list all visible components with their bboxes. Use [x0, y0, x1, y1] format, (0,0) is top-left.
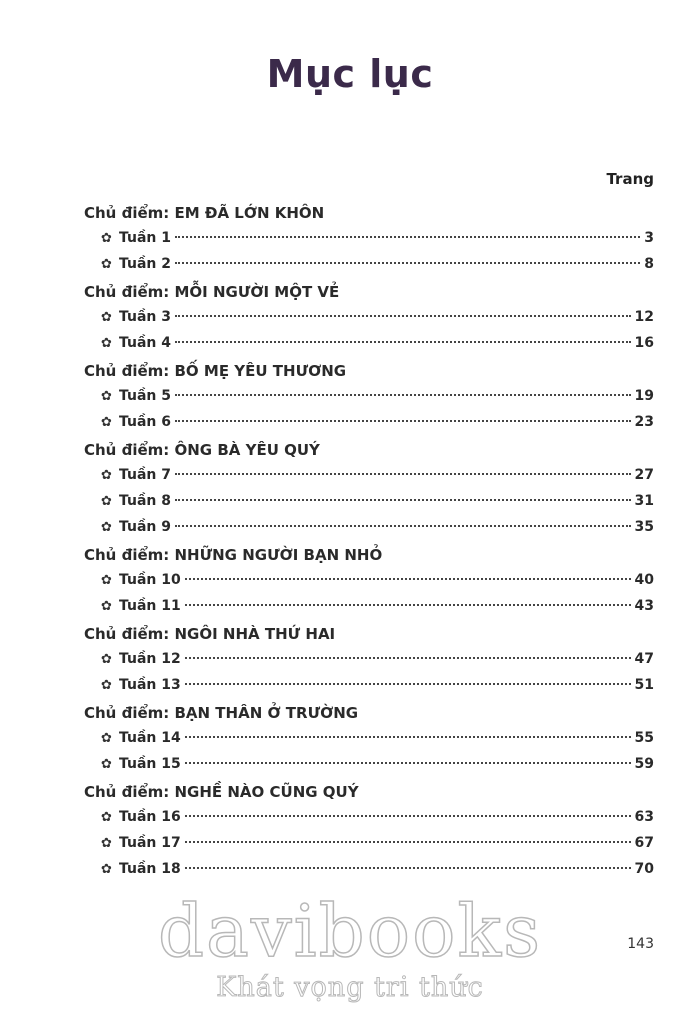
toc-entry-label: Tuần 7 [119, 467, 172, 483]
page-number: 143 [627, 936, 654, 952]
section-heading: Chủ điểm: NGHỀ NÀO CŨNG QUÝ [84, 783, 359, 801]
toc-entry-label: Tuần 4 [119, 335, 172, 351]
toc-entry[interactable] [84, 593, 654, 619]
flower-star-icon: ✿ [101, 231, 112, 246]
dot-leader [175, 473, 631, 475]
flower-star-icon: ✿ [101, 836, 112, 851]
flower-star-icon: ✿ [101, 389, 112, 404]
toc-entry-label: Tuần 8 [119, 493, 172, 509]
section-heading: Chủ điểm: EM ĐÃ LỚN KHÔN [84, 204, 325, 222]
flower-star-icon: ✿ [101, 520, 112, 535]
section-heading: Chủ điểm: MỖI NGƯỜI MỘT VẺ [84, 283, 340, 301]
section-heading: Chủ điểm: ÔNG BÀ YÊU QUÝ [84, 441, 320, 459]
toc-entry[interactable] [84, 462, 654, 488]
toc-entry-page: 31 [634, 493, 654, 509]
dot-leader [175, 341, 631, 343]
toc-entry-page: 23 [634, 414, 654, 430]
toc-entry[interactable] [84, 330, 654, 356]
toc-entry-label: Tuần 12 [119, 651, 181, 667]
dot-leader [185, 578, 631, 580]
toc-entry-label: Tuần 15 [119, 756, 181, 772]
toc-entry-page: 19 [634, 388, 654, 404]
dot-leader [185, 683, 631, 685]
toc-entry-page: 3 [644, 230, 654, 246]
toc-entry[interactable] [84, 304, 654, 330]
toc-entry-page: 40 [634, 572, 654, 588]
flower-star-icon: ✿ [101, 310, 112, 325]
watermark-slogan: Khát vọng tri thức [216, 972, 484, 1003]
toc-entry[interactable] [84, 225, 654, 251]
section-heading: Chủ điểm: BỐ MẸ YÊU THƯƠNG [84, 362, 347, 380]
dot-leader [175, 420, 631, 422]
toc-entry[interactable] [84, 830, 654, 856]
toc-entry-page: 12 [634, 309, 654, 325]
toc-entry-label: Tuần 6 [119, 414, 172, 430]
flower-star-icon: ✿ [101, 810, 112, 825]
flower-star-icon: ✿ [101, 573, 112, 588]
section-heading: Chủ điểm: BẠN THÂN Ở TRƯỜNG [84, 704, 359, 722]
toc-entry-page: 70 [634, 861, 654, 877]
toc-entry-page: 35 [634, 519, 654, 535]
page-title: Mục lục [266, 52, 434, 96]
section-heading: Chủ điểm: NGÔI NHÀ THỨ HAI [84, 625, 336, 643]
toc-entry[interactable] [84, 383, 654, 409]
toc-entry-label: Tuần 2 [119, 256, 172, 272]
toc-entry-label: Tuần 13 [119, 677, 181, 693]
toc-entry-label: Tuần 10 [119, 572, 181, 588]
toc-entry-page: 59 [634, 756, 654, 772]
flower-star-icon: ✿ [101, 415, 112, 430]
toc-entry-label: Tuần 9 [119, 519, 172, 535]
toc-entry-page: 55 [634, 730, 654, 746]
toc-entry-page: 16 [634, 335, 654, 351]
flower-star-icon: ✿ [101, 257, 112, 272]
toc-entry[interactable] [84, 804, 654, 830]
toc-entry-label: Tuần 3 [119, 309, 172, 325]
dot-leader [175, 236, 640, 238]
toc-entry-page: 63 [634, 809, 654, 825]
watermark-brand: davibooks [157, 889, 543, 973]
dot-leader [185, 762, 631, 764]
toc-entry-page: 47 [634, 651, 654, 667]
toc-entry-label: Tuần 17 [119, 835, 181, 851]
flower-star-icon: ✿ [101, 757, 112, 772]
flower-star-icon: ✿ [101, 731, 112, 746]
toc-entry-page: 51 [634, 677, 654, 693]
toc-entry[interactable] [84, 856, 654, 882]
flower-star-icon: ✿ [101, 862, 112, 877]
toc-entry[interactable] [84, 409, 654, 435]
section-heading: Chủ điểm: NHỮNG NGƯỜI BẠN NHỎ [84, 546, 383, 564]
dot-leader [175, 315, 631, 317]
toc-entry-label: Tuần 14 [119, 730, 181, 746]
flower-star-icon: ✿ [101, 678, 112, 693]
toc-entry[interactable] [84, 751, 654, 777]
toc-entry[interactable] [84, 672, 654, 698]
page-column-header: Trang [606, 170, 654, 188]
toc-entry-label: Tuần 11 [119, 598, 181, 614]
flower-star-icon: ✿ [101, 468, 112, 483]
toc-entry[interactable] [84, 251, 654, 277]
toc-entry-page: 8 [644, 256, 654, 272]
toc-entry-page: 27 [634, 467, 654, 483]
toc-entry[interactable] [84, 488, 654, 514]
toc-entry[interactable] [84, 514, 654, 540]
table-of-contents [84, 198, 654, 882]
dot-leader [175, 394, 631, 396]
dot-leader [175, 262, 640, 264]
dot-leader [175, 499, 631, 501]
dot-leader [185, 657, 631, 659]
toc-entry-label: Tuần 1 [119, 230, 172, 246]
dot-leader [185, 867, 631, 869]
flower-star-icon: ✿ [101, 494, 112, 509]
dot-leader [185, 815, 631, 817]
dot-leader [185, 841, 631, 843]
dot-leader [185, 604, 631, 606]
toc-entry-label: Tuần 5 [119, 388, 172, 404]
dot-leader [185, 736, 631, 738]
toc-entry-label: Tuần 16 [119, 809, 181, 825]
toc-entry[interactable] [84, 725, 654, 751]
toc-entry-page: 67 [634, 835, 654, 851]
flower-star-icon: ✿ [101, 599, 112, 614]
flower-star-icon: ✿ [101, 652, 112, 667]
dot-leader [175, 525, 631, 527]
toc-entry-label: Tuần 18 [119, 861, 181, 877]
toc-entry[interactable] [84, 567, 654, 593]
flower-star-icon: ✿ [101, 336, 112, 351]
toc-entry-page: 43 [634, 598, 654, 614]
toc-entry[interactable] [84, 646, 654, 672]
